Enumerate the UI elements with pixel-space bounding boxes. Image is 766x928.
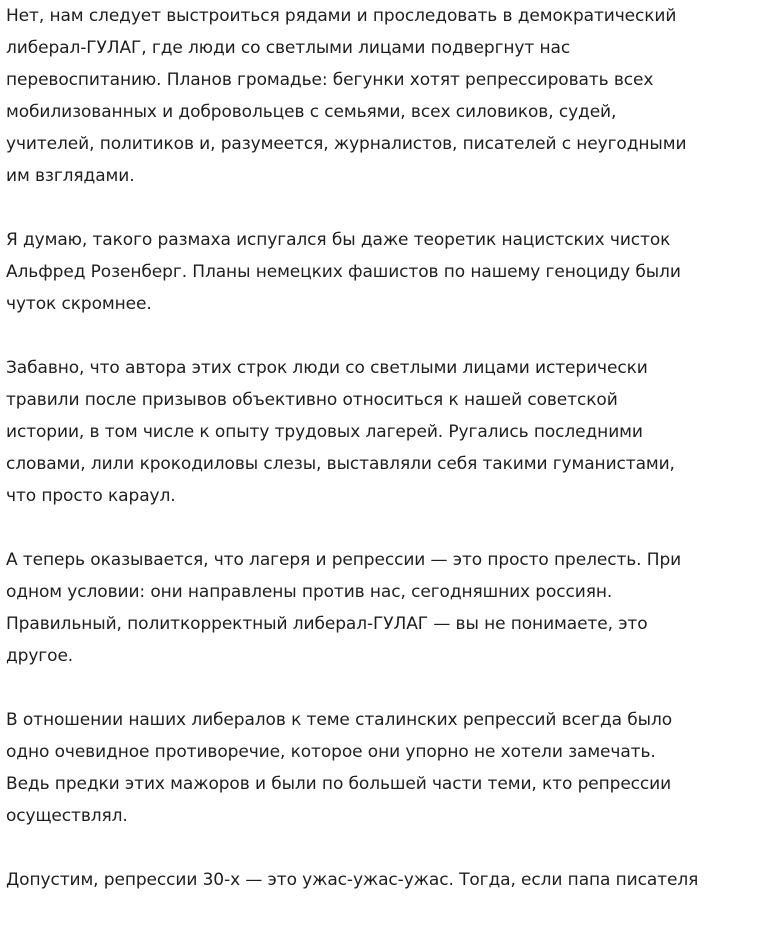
paragraph-1-line-5: учителей, политиков и, разумеется, журналистов, писателей с неугодными xyxy=(6,134,687,154)
paragraph-3 xyxy=(6,352,761,512)
paragraph-2 xyxy=(6,224,761,320)
paragraph-2-line-2: Альфред Розенберг. Планы немецких фашистов по нашему геноциду были xyxy=(6,262,681,282)
paragraph-4-line-3: Правильный, политкорректный либерал-ГУЛАГ — вы не понимаете, это xyxy=(6,614,648,634)
paragraph-5-line-2: одно очевидное противоречие, которое они упорно не хотели замечать. xyxy=(6,742,656,762)
paragraph-1-line-3: перевоспитанию. Планов громадье: бегунки хотят репрессировать всех xyxy=(6,70,654,90)
article-body xyxy=(6,0,761,928)
paragraph-4-line-1: А теперь оказывается, что лагеря и репрессии — это просто прелесть. При xyxy=(6,550,682,570)
paragraph-3-line-5: что просто караул. xyxy=(6,486,176,506)
paragraph-5 xyxy=(6,704,761,832)
paragraph-1-line-4: мобилизованных и добровольцев с семьями, всех силовиков, судей, xyxy=(6,102,617,122)
paragraph-1-line-6: им взглядами. xyxy=(6,166,135,186)
paragraph-3-line-2: травили после призывов объективно относиться к нашей советской xyxy=(6,390,618,410)
paragraph-3-line-1: Забавно, что автора этих строк люди со светлыми лицами истерически xyxy=(6,358,648,378)
paragraph-5-line-3: Ведь предки этих мажоров и были по большей части теми, кто репрессии xyxy=(6,774,672,794)
paragraph-1-line-1: Нет, нам следует выстроиться рядами и проследовать в демократический xyxy=(6,6,677,26)
paragraph-4-line-4: другое. xyxy=(6,646,74,666)
paragraph-2-line-1: Я думаю, такого размаха испугался бы даже теоретик нацистских чисток xyxy=(6,230,671,250)
paragraph-5-line-1: В отношении наших либералов к теме сталинских репрессий всегда было xyxy=(6,710,673,730)
paragraph-3-line-3: истории, в том числе к опыту трудовых лагерей. Ругались последними xyxy=(6,422,643,442)
paragraph-5-line-4: осуществлял. xyxy=(6,806,128,826)
paragraph-1-line-2: либерал-ГУЛАГ, где люди со светлыми лицами подвергнут нас xyxy=(6,38,571,58)
paragraph-4-line-2: одном условии: они направлены против нас, сегодняшних россиян. xyxy=(6,582,613,602)
paragraph-3-line-4: словами, лили крокодиловы слезы, выставляли себя такими гуманистами, xyxy=(6,454,675,474)
paragraph-1 xyxy=(6,0,761,192)
paragraph-2-line-3: чуток скромнее. xyxy=(6,294,152,314)
paragraph-4 xyxy=(6,544,761,672)
paragraph-6-line-1: Допустим, репрессии 30-х — это ужас-ужас-ужас. Тогда, если папа писателя xyxy=(6,870,699,890)
